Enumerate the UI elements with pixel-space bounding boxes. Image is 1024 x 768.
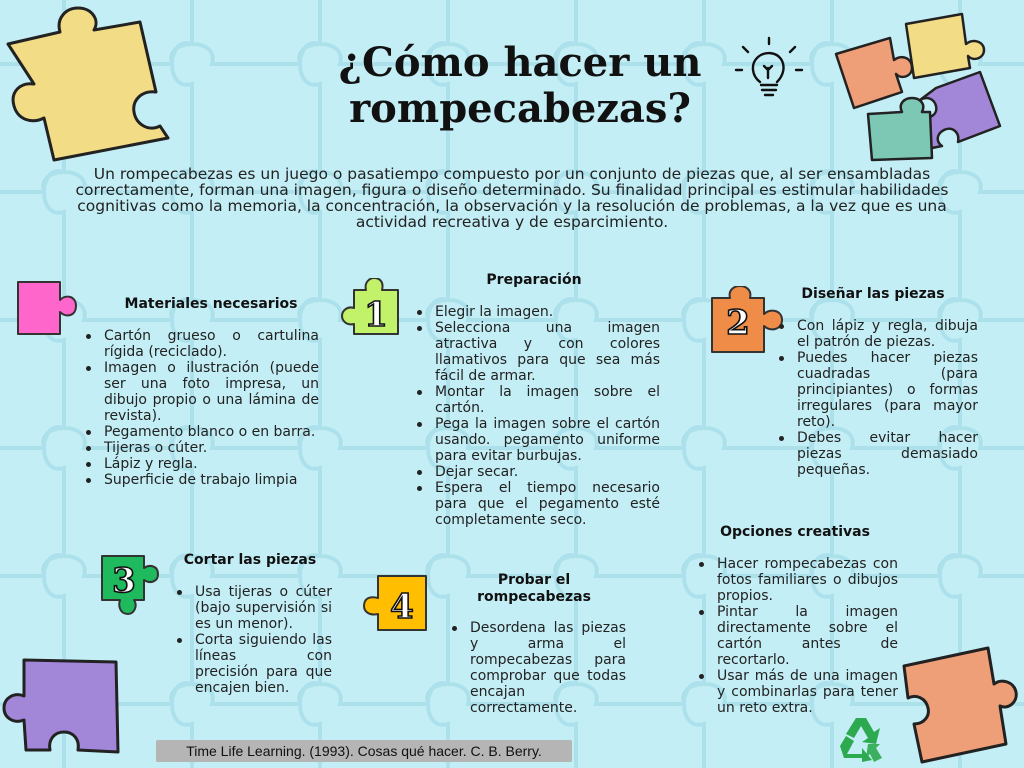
orange-puzzle-piece-icon [896, 640, 1024, 768]
yellow-puzzle-piece-icon [0, 0, 170, 170]
disenar-list [797, 318, 978, 478]
preparacion-list [435, 304, 660, 528]
probar-list [470, 620, 626, 716]
disenar-title: Diseñar las piezas [801, 286, 945, 302]
page-title: ¿Cómo hacer un rompecabezas? [338, 39, 702, 132]
list-item: Imagen o ilustración (puede ser una foto impresa, un dibujo propio o una lámina de revista). [104, 360, 319, 424]
purple-puzzle-piece-icon [0, 646, 130, 768]
list-item: Dejar secar. [435, 464, 660, 480]
lime-puzzle-piece-number-1-icon [340, 278, 406, 342]
opciones-title: Opciones creativas [720, 524, 870, 540]
opciones-list [717, 556, 898, 716]
list-item: Elegir la imagen. [435, 304, 660, 320]
list-item: Montar la imagen sobre el cartón. [435, 384, 660, 416]
list-item: Con lápiz y regla, dibuja el patrón de piezas. [797, 318, 978, 350]
list-item: Pega la imagen sobre el cartón usando. pegamento uniforme para evitar burbujas. [435, 416, 660, 464]
lightbulb-icon [734, 34, 804, 104]
puzzle-number: 1 [364, 295, 388, 335]
list-item: Espera el tiempo necesario para que el pegamento esté completamente seco. [435, 480, 660, 528]
list-item: Selecciona una imagen atractiva y con colores llamativos para que sea más fácil de armar. [435, 320, 660, 384]
probar-title: Probar el rompecabezas [477, 572, 591, 605]
puzzle-number: 2 [726, 303, 750, 343]
list-item: Lápiz y regla. [104, 456, 319, 472]
preparacion-title: Preparación [486, 272, 582, 288]
amber-puzzle-piece-number-4-icon [362, 572, 432, 636]
green-puzzle-piece-number-3-icon [98, 552, 162, 616]
materiales-title: Materiales necesarios [124, 296, 298, 312]
puzzle-number: 3 [112, 561, 136, 601]
list-item: Puedes hacer piezas cuadradas (para principiantes) o formas irregulares (para mayor reto). [797, 350, 978, 430]
list-item: Debes evitar hacer piezas demasiado pequeñas. [797, 430, 978, 478]
list-item: Tijeras o cúter. [104, 440, 319, 456]
cortar-list [195, 584, 332, 696]
list-item: Usa tijeras o cúter (bajo supervisión si es un menor). [195, 584, 332, 632]
pink-puzzle-piece-icon [14, 278, 80, 340]
list-item: Desordena las piezas y arma el rompecabezas para comprobar que todas encajan correctamente. [470, 620, 626, 716]
list-item: Superficie de trabajo limpia [104, 472, 319, 488]
orange-puzzle-piece-number-2-icon [706, 286, 784, 356]
list-item: Pintar la imagen directamente sobre el cartón antes de recortarlo. [717, 604, 898, 668]
citation: Time Life Learning. (1993). Cosas qué hacer. C. B. Berry. [156, 740, 572, 762]
intro-paragraph: Un rompecabezas es un juego o pasatiempo compuesto por un conjunto de piezas que, al ser ensambladas correctamente, forman una imagen, figura o diseño determinado. Su finalidad principal es estimular habilidades cognitivas como la memoria, la concentración, la observación y la resolución de problemas, a la vez que es una actividad recreativa y de esparcimiento. [75, 165, 949, 231]
puzzle-number: 4 [390, 587, 414, 627]
list-item: Hacer rompecabezas con fotos familiares o dibujos propios. [717, 556, 898, 604]
materiales-list [104, 328, 319, 488]
list-item: Corta siguiendo las líneas con precisión para que encajen bien. [195, 632, 332, 696]
list-item: Usar más de una imagen y combinarlas para tener un reto extra. [717, 668, 898, 716]
colored-puzzle-cluster-icon [832, 8, 1022, 168]
list-item: Cartón grueso o cartulina rígida (reciclado). [104, 328, 319, 360]
cortar-title: Cortar las piezas [183, 552, 317, 568]
list-item: Pegamento blanco o en barra. [104, 424, 319, 440]
recycle-icon [836, 714, 886, 764]
